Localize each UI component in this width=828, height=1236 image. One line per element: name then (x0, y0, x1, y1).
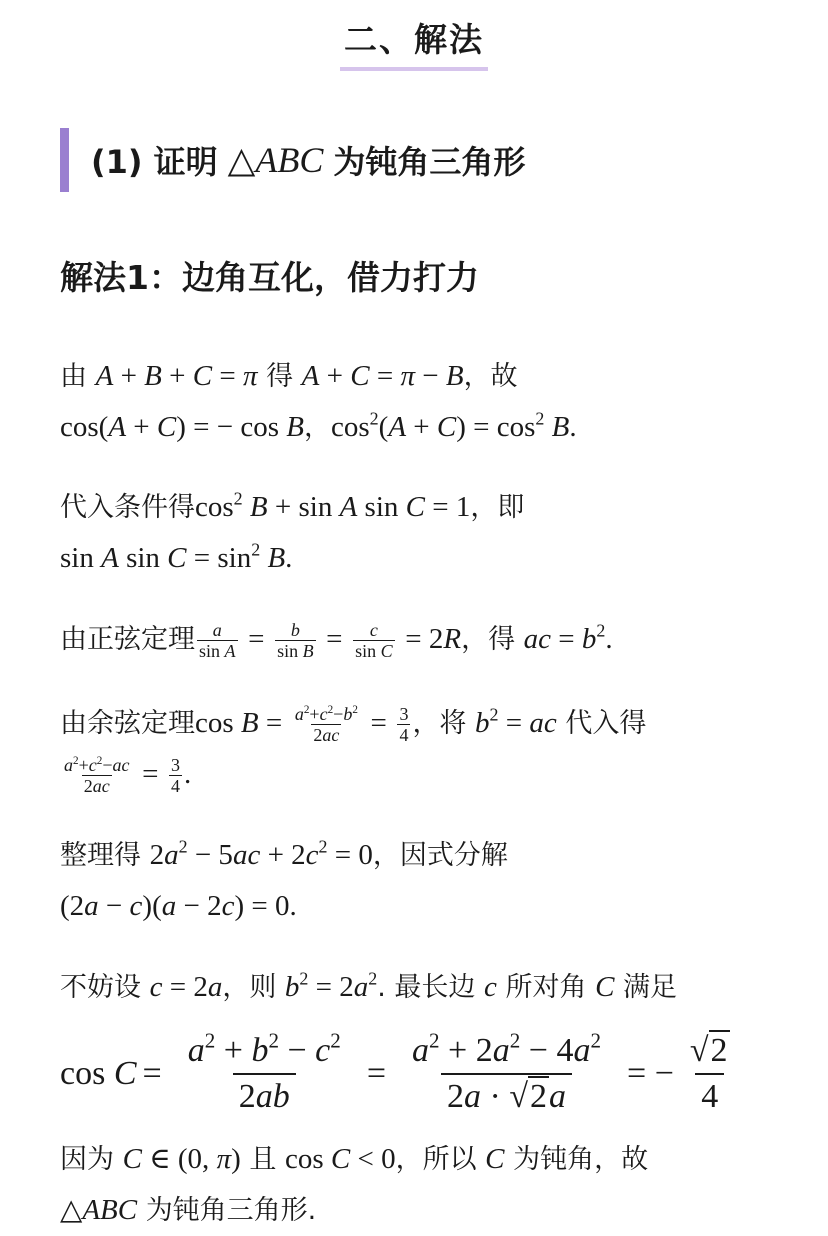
math-inline: sin A $\sin C = \sin^2 B$. (60, 539, 293, 574)
method-title: 解法1：边角互化，借力打力 (60, 258, 479, 297)
math-inline: cos(A + C) = − cos B (60, 411, 304, 443)
math-inline: cos C < 0 (284, 1143, 396, 1175)
math-inline: (2a − c)(a − 2c) = 0. (60, 890, 297, 922)
fraction: $\frac{c}{\text{sin C}}$ (355, 620, 393, 661)
text-run: 所对角 (505, 972, 587, 1003)
math-inline: $b^2$ = ac (475, 704, 557, 739)
text-run: ，则 (222, 972, 277, 1003)
paragraph-3: 由正弦定理 $\frac{a}{\text{sin A}}$ = $\frac{b}{\text{sin B}}$ = $\frac{c}{\text{sin C}}$ = 2R，得 ac = $b^2$. (60, 620, 613, 661)
paragraph-4-line-2: $\frac{a^2+c^2-ac}{2ac}$ = $\frac{3}{4}$ . (64, 754, 192, 796)
text-run: 由 (60, 361, 87, 392)
display-fraction: $\frac{a^2 + 2a^2 - 4a^2}{2a \cdot √2a}$ (406, 1029, 607, 1119)
math-inline: cos B = (195, 707, 283, 739)
paragraph-1-line-2: cos(A + C) = − cos B，$\cos^2(A + C) = \cos^2 B$. (60, 408, 577, 443)
text-run: 由正弦定理 (60, 624, 195, 655)
text-run: 且 (249, 1144, 277, 1175)
paragraph-7-line-1 (60, 1134, 780, 1185)
paragraph-5 (60, 830, 780, 932)
math-inline: C (595, 971, 615, 1003)
text-run: ，得 (461, 624, 516, 655)
heading-math: △ABC (227, 140, 324, 180)
paragraph-1 (60, 351, 780, 453)
display-equation: cos C = $\frac{a^2 + b^2 - c^2}{2ab}$ = $\frac{a^2 + 2a^2 - 4a^2}{2a \cdot √2a}$ = − $\frac{√2}{4}$ (60, 1024, 750, 1124)
display-fraction: $\frac{√2}{4}$ (684, 1029, 736, 1119)
text-run: ，即 (470, 492, 525, 523)
math-inline: = 2R (405, 623, 462, 655)
text-run: ，故 (463, 361, 518, 392)
fraction: $\frac{3}{4}$ (171, 755, 181, 796)
text-run: 为钝角三角形. (145, 1195, 317, 1226)
text-run: . 最长边 (377, 972, 476, 1003)
math-inline: $b^2 = 2a^2$ (284, 968, 378, 1003)
paragraph-7 (60, 1134, 780, 1236)
paragraph-2-line-2 (60, 533, 780, 584)
math-inline: A + B + C = π (95, 360, 258, 392)
text-run: ，所以 (395, 1144, 477, 1175)
fraction: $\frac{a^2+c^2-ac}{2ac}$ (64, 754, 130, 796)
paragraph-6 (60, 962, 780, 1013)
text-run: 不妨设 (60, 972, 141, 1003)
text-run: 得 (266, 361, 294, 392)
heading-suffix: 为钝角三角形 (333, 143, 526, 181)
section-title (0, 14, 828, 71)
text-run: ，因式分解 (372, 840, 508, 871)
math-inline: $\cos^2 B + \sin A$ sin C = 1 (195, 488, 471, 523)
paragraph-7-line-2 (60, 1185, 780, 1236)
subsection-heading (60, 128, 525, 192)
math-inline: $\cos^2(A + C) = \cos^2 B$. (331, 408, 577, 443)
math-inline: $2a^2 - 5ac + 2c^2 = 0$ (149, 836, 373, 871)
math-inline: c (484, 971, 497, 1003)
paragraph-5-line-1 (60, 830, 780, 881)
paragraph-4 (60, 698, 780, 800)
heading-prefix: (1) 证明 (91, 143, 218, 181)
paragraph-1-line-1 (60, 351, 780, 402)
math-inline: A + C = π − B (301, 360, 464, 392)
text-run: ，将 (412, 708, 467, 739)
paragraph-2 (60, 482, 780, 584)
paragraph-5-line-2 (60, 881, 780, 932)
math-inline: ac = $b^2$. (523, 620, 613, 655)
fraction: $\frac{a^2+c^2-b^2}{2ac}$ (294, 703, 358, 745)
math-inline: C ∈ (0, π) (122, 1143, 241, 1175)
text-run: 因为 (60, 1144, 114, 1175)
text-run: 为钝角，故 (513, 1144, 649, 1175)
paragraph-4-line-1: 由余弦定理cos B = $\frac{a^2+c^2-b^2}{2ac}$ = $\frac{3}{4}$ ，将 $b^2$ = ac 代入得 (60, 703, 647, 745)
fraction: $\frac{3}{4}$ (399, 704, 409, 745)
fraction: $\frac{a}{\text{sin A}}$ (199, 620, 236, 661)
text-run: 满足 (623, 972, 678, 1003)
text-run: 代入得 (565, 708, 647, 739)
text-run: 由余弦定理 (60, 708, 195, 739)
section-title-text: 二、解法 (340, 14, 488, 71)
math-inline: △ABC (60, 1194, 138, 1226)
display-fraction: $\frac{a^2 + b^2 - c^2}{2ab}$ (182, 1029, 347, 1119)
math-inline: c = 2a (149, 971, 223, 1003)
math-inline: C (485, 1143, 505, 1175)
text-run: 代入条件得 (60, 492, 195, 523)
paragraph-2-line-1 (60, 482, 780, 533)
fraction: $\frac{b}{\text{sin B}}$ (277, 620, 314, 661)
text-run: 整理得 (60, 840, 141, 871)
